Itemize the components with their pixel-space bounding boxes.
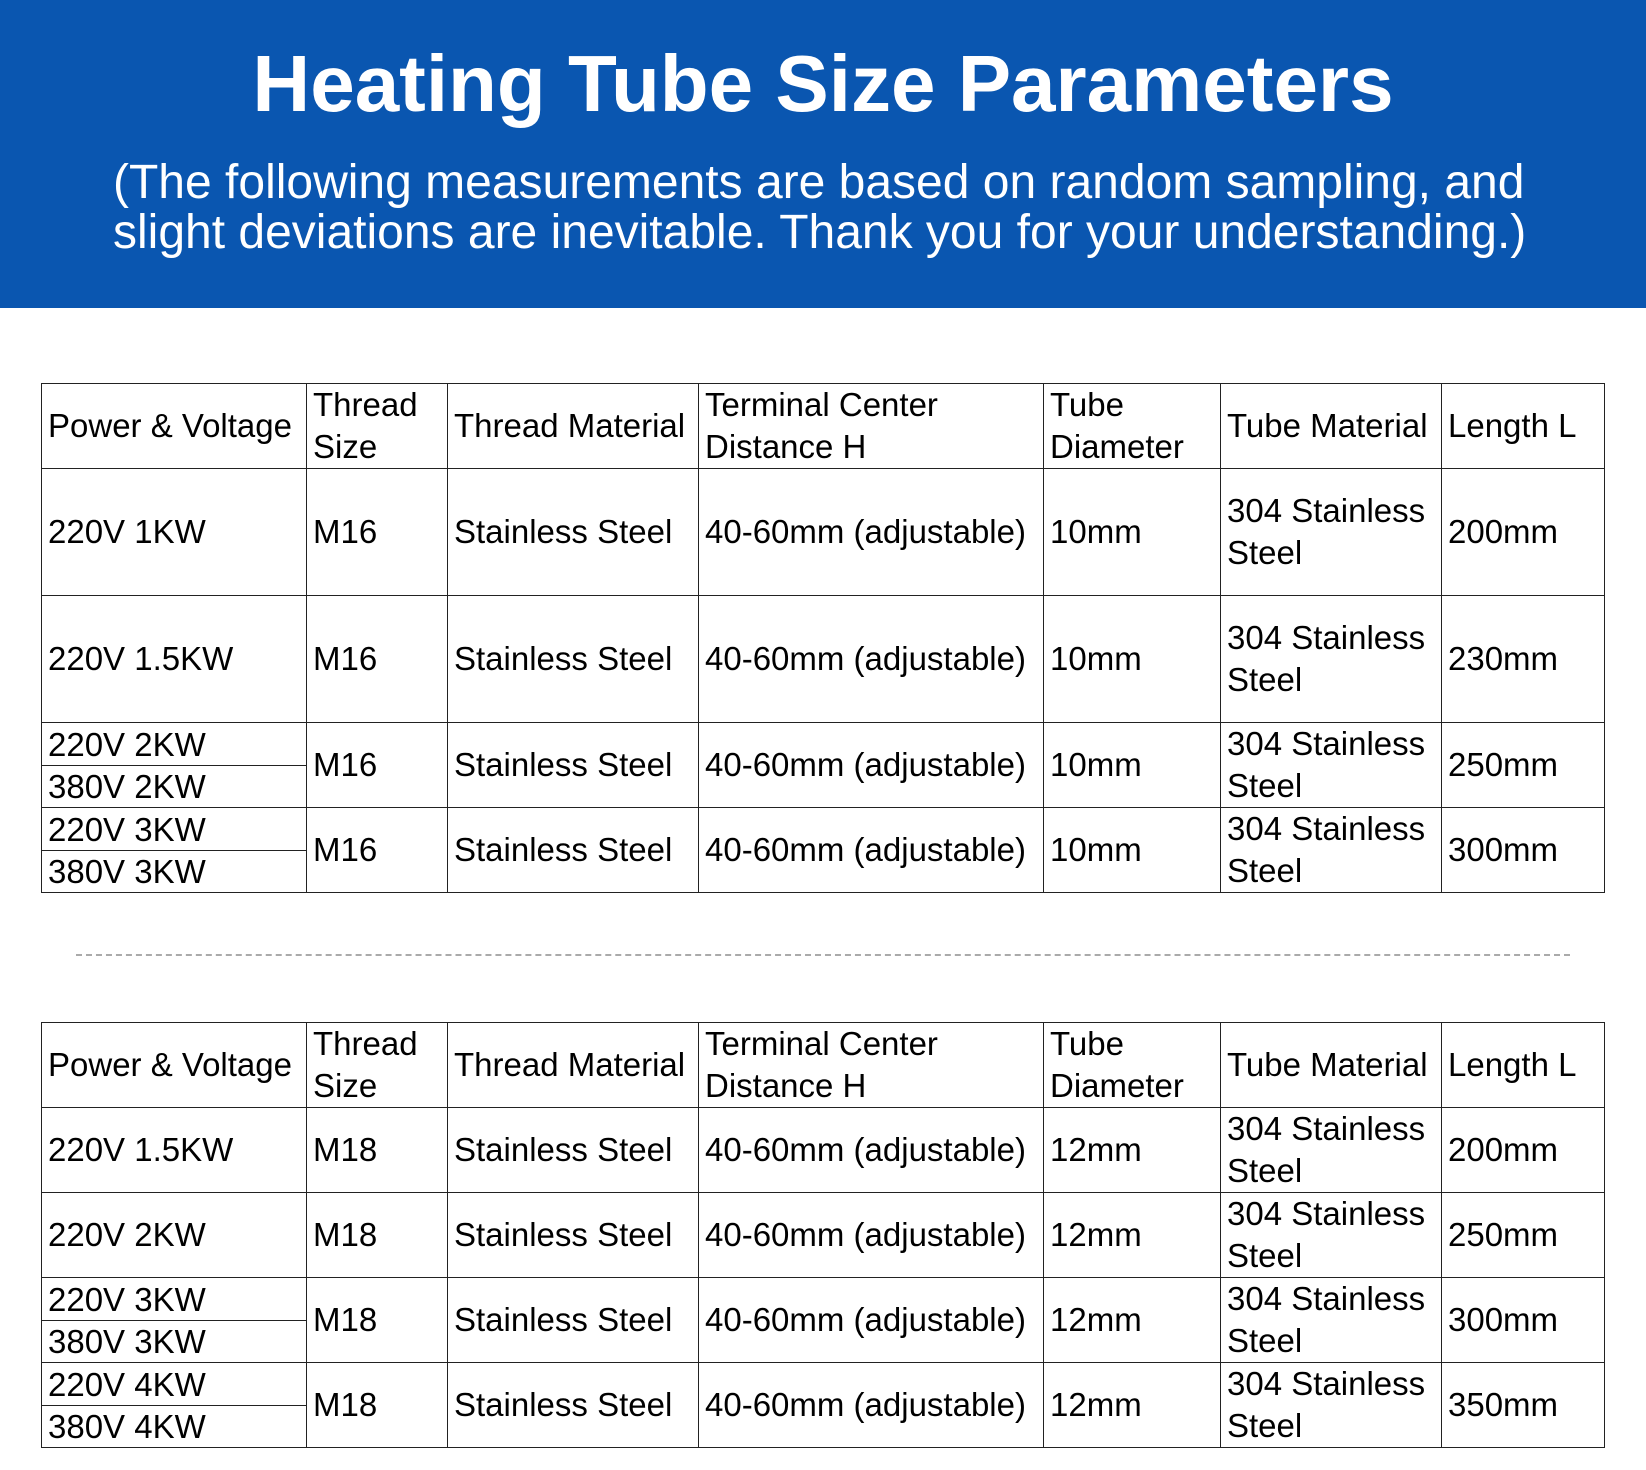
header-terminal-distance (699, 384, 1044, 469)
tube-diameter-cell: 12mm (1044, 1193, 1221, 1278)
thread-size-cell: M18 (307, 1193, 448, 1278)
tube-material-cell-line2: Steel (1227, 1152, 1303, 1189)
length-cell: 230mm (1442, 596, 1605, 723)
tube-material-cell (1221, 723, 1442, 808)
table-row (42, 1108, 1605, 1193)
length-cell: 350mm (1442, 1363, 1605, 1448)
thread-size-cell: M16 (307, 808, 448, 893)
thread-size-cell: M16 (307, 596, 448, 723)
thread-material-cell: Stainless Steel (448, 1363, 699, 1448)
power-voltage-cell (42, 723, 307, 808)
length-cell: 200mm (1442, 1108, 1605, 1193)
power-voltage-option: 220V 3KW (48, 1281, 206, 1318)
terminal-distance-cell: 40-60mm (adjustable) (699, 723, 1044, 808)
header-thread-size-line1: Thread (313, 386, 418, 423)
tube-material-cell-line2: Steel (1227, 767, 1303, 804)
header-length: Length L (1442, 384, 1605, 469)
length-cell: 300mm (1442, 1278, 1605, 1363)
tube-material-cell (1221, 1193, 1442, 1278)
power-voltage-option: 220V 3KW (48, 811, 206, 848)
thread-material-cell: Stainless Steel (448, 1193, 699, 1278)
tube-material-cell (1221, 596, 1442, 723)
header-thread-size (307, 1023, 448, 1108)
terminal-distance-cell: 40-60mm (adjustable) (699, 1193, 1044, 1278)
tube-material-cell-line2: Steel (1227, 1237, 1303, 1274)
spec-table-m16-body (42, 384, 1605, 893)
header-terminal-distance-line1: Terminal Center (705, 386, 938, 423)
tube-material-cell-line1: 304 Stainless (1227, 619, 1426, 656)
header-thread-size (307, 384, 448, 469)
power-voltage-option: 380V 3KW (42, 1320, 306, 1361)
tube-diameter-cell: 10mm (1044, 469, 1221, 596)
power-voltage-option: 220V 4KW (48, 1366, 206, 1403)
terminal-distance-cell: 40-60mm (adjustable) (699, 596, 1044, 723)
thread-material-cell: Stainless Steel (448, 808, 699, 893)
power-voltage-cell (42, 1363, 307, 1448)
length-cell: 200mm (1442, 469, 1605, 596)
dashed-divider (76, 954, 1570, 956)
tube-material-cell-line2: Steel (1227, 1322, 1303, 1359)
spec-table-m18 (41, 1022, 1605, 1448)
header-terminal-distance (699, 1023, 1044, 1108)
tube-material-cell-line2: Steel (1227, 852, 1303, 889)
tube-material-cell-line1: 304 Stainless (1227, 810, 1426, 847)
table-row (42, 808, 1605, 893)
table-row (42, 596, 1605, 723)
terminal-distance-cell: 40-60mm (adjustable) (699, 808, 1044, 893)
header-tube-diameter-line1: Tube (1050, 1025, 1124, 1062)
header-terminal-distance-line2: Distance H (705, 428, 867, 465)
power-voltage-cell (42, 1278, 307, 1363)
tube-material-cell-line1: 304 Stainless (1227, 492, 1426, 529)
terminal-distance-cell: 40-60mm (adjustable) (699, 469, 1044, 596)
thread-material-cell: Stainless Steel (448, 1108, 699, 1193)
tube-material-cell-line1: 304 Stainless (1227, 725, 1426, 762)
header-banner (0, 0, 1646, 308)
power-voltage-cell: 220V 1.5KW (42, 1108, 307, 1193)
spec-table-m16 (41, 383, 1605, 893)
table-row (42, 1363, 1605, 1448)
power-voltage-cell: 220V 1KW (42, 469, 307, 596)
thread-size-cell: M16 (307, 723, 448, 808)
length-cell: 250mm (1442, 723, 1605, 808)
header-power: Power & Voltage (42, 1023, 307, 1108)
power-voltage-cell (42, 808, 307, 893)
thread-size-cell: M18 (307, 1278, 448, 1363)
header-length: Length L (1442, 1023, 1605, 1108)
tube-material-cell (1221, 469, 1442, 596)
header-thread-size-line1: Thread (313, 1025, 418, 1062)
header-tube-diameter (1044, 384, 1221, 469)
header-tube-material: Tube Material (1221, 384, 1442, 469)
tube-material-cell-line1: 304 Stainless (1227, 1280, 1426, 1317)
thread-size-cell: M16 (307, 469, 448, 596)
terminal-distance-cell: 40-60mm (adjustable) (699, 1108, 1044, 1193)
terminal-distance-cell: 40-60mm (adjustable) (699, 1363, 1044, 1448)
spec-table-m18-body (42, 1023, 1605, 1448)
tube-diameter-cell: 10mm (1044, 808, 1221, 893)
tube-diameter-cell: 12mm (1044, 1278, 1221, 1363)
table-header-row (42, 384, 1605, 469)
tube-material-cell (1221, 1363, 1442, 1448)
thread-size-cell: M18 (307, 1363, 448, 1448)
power-voltage-cell: 220V 2KW (42, 1193, 307, 1278)
tube-material-cell (1221, 808, 1442, 893)
header-terminal-distance-line2: Distance H (705, 1067, 867, 1104)
thread-material-cell: Stainless Steel (448, 469, 699, 596)
tube-material-cell (1221, 1278, 1442, 1363)
header-thread-size-line2: Size (313, 428, 378, 465)
length-cell: 250mm (1442, 1193, 1605, 1278)
tube-material-cell-line2: Steel (1227, 661, 1303, 698)
header-terminal-distance-line1: Terminal Center (705, 1025, 938, 1062)
terminal-distance-cell: 40-60mm (adjustable) (699, 1278, 1044, 1363)
header-power: Power & Voltage (42, 384, 307, 469)
tube-material-cell-line1: 304 Stainless (1227, 1110, 1426, 1147)
tube-diameter-cell: 12mm (1044, 1108, 1221, 1193)
page-subtitle: (The following measurements are based on random sampling, and slight deviations are inevitable. Thank you for your understanding.) (113, 156, 1527, 259)
table-row (42, 1193, 1605, 1278)
table-row (42, 723, 1605, 808)
thread-material-cell: Stainless Steel (448, 723, 699, 808)
length-cell: 300mm (1442, 808, 1605, 893)
tube-material-cell (1221, 1108, 1442, 1193)
tube-diameter-cell: 10mm (1044, 723, 1221, 808)
header-tube-diameter-line2: Diameter (1050, 1067, 1184, 1104)
header-tube-diameter (1044, 1023, 1221, 1108)
tube-diameter-cell: 12mm (1044, 1363, 1221, 1448)
power-voltage-cell: 220V 1.5KW (42, 596, 307, 723)
power-voltage-option: 220V 2KW (48, 726, 206, 763)
power-voltage-option: 380V 4KW (42, 1405, 306, 1446)
tube-material-cell-line1: 304 Stainless (1227, 1195, 1426, 1232)
thread-material-cell: Stainless Steel (448, 1278, 699, 1363)
power-voltage-option: 380V 2KW (42, 765, 306, 806)
table-row (42, 469, 1605, 596)
header-thread-material: Thread Material (448, 384, 699, 469)
thread-material-cell: Stainless Steel (448, 596, 699, 723)
thread-size-cell: M18 (307, 1108, 448, 1193)
header-thread-material: Thread Material (448, 1023, 699, 1108)
header-thread-size-line2: Size (313, 1067, 378, 1104)
tube-material-cell-line1: 304 Stainless (1227, 1365, 1426, 1402)
tube-material-cell-line2: Steel (1227, 1407, 1303, 1444)
page-title: Heating Tube Size Parameters (252, 39, 1394, 128)
table-row (42, 1278, 1605, 1363)
tube-diameter-cell: 10mm (1044, 596, 1221, 723)
header-tube-diameter-line1: Tube (1050, 386, 1124, 423)
table-header-row (42, 1023, 1605, 1108)
header-tube-material: Tube Material (1221, 1023, 1442, 1108)
header-tube-diameter-line2: Diameter (1050, 428, 1184, 465)
power-voltage-option: 380V 3KW (42, 850, 306, 891)
tube-material-cell-line2: Steel (1227, 534, 1303, 571)
